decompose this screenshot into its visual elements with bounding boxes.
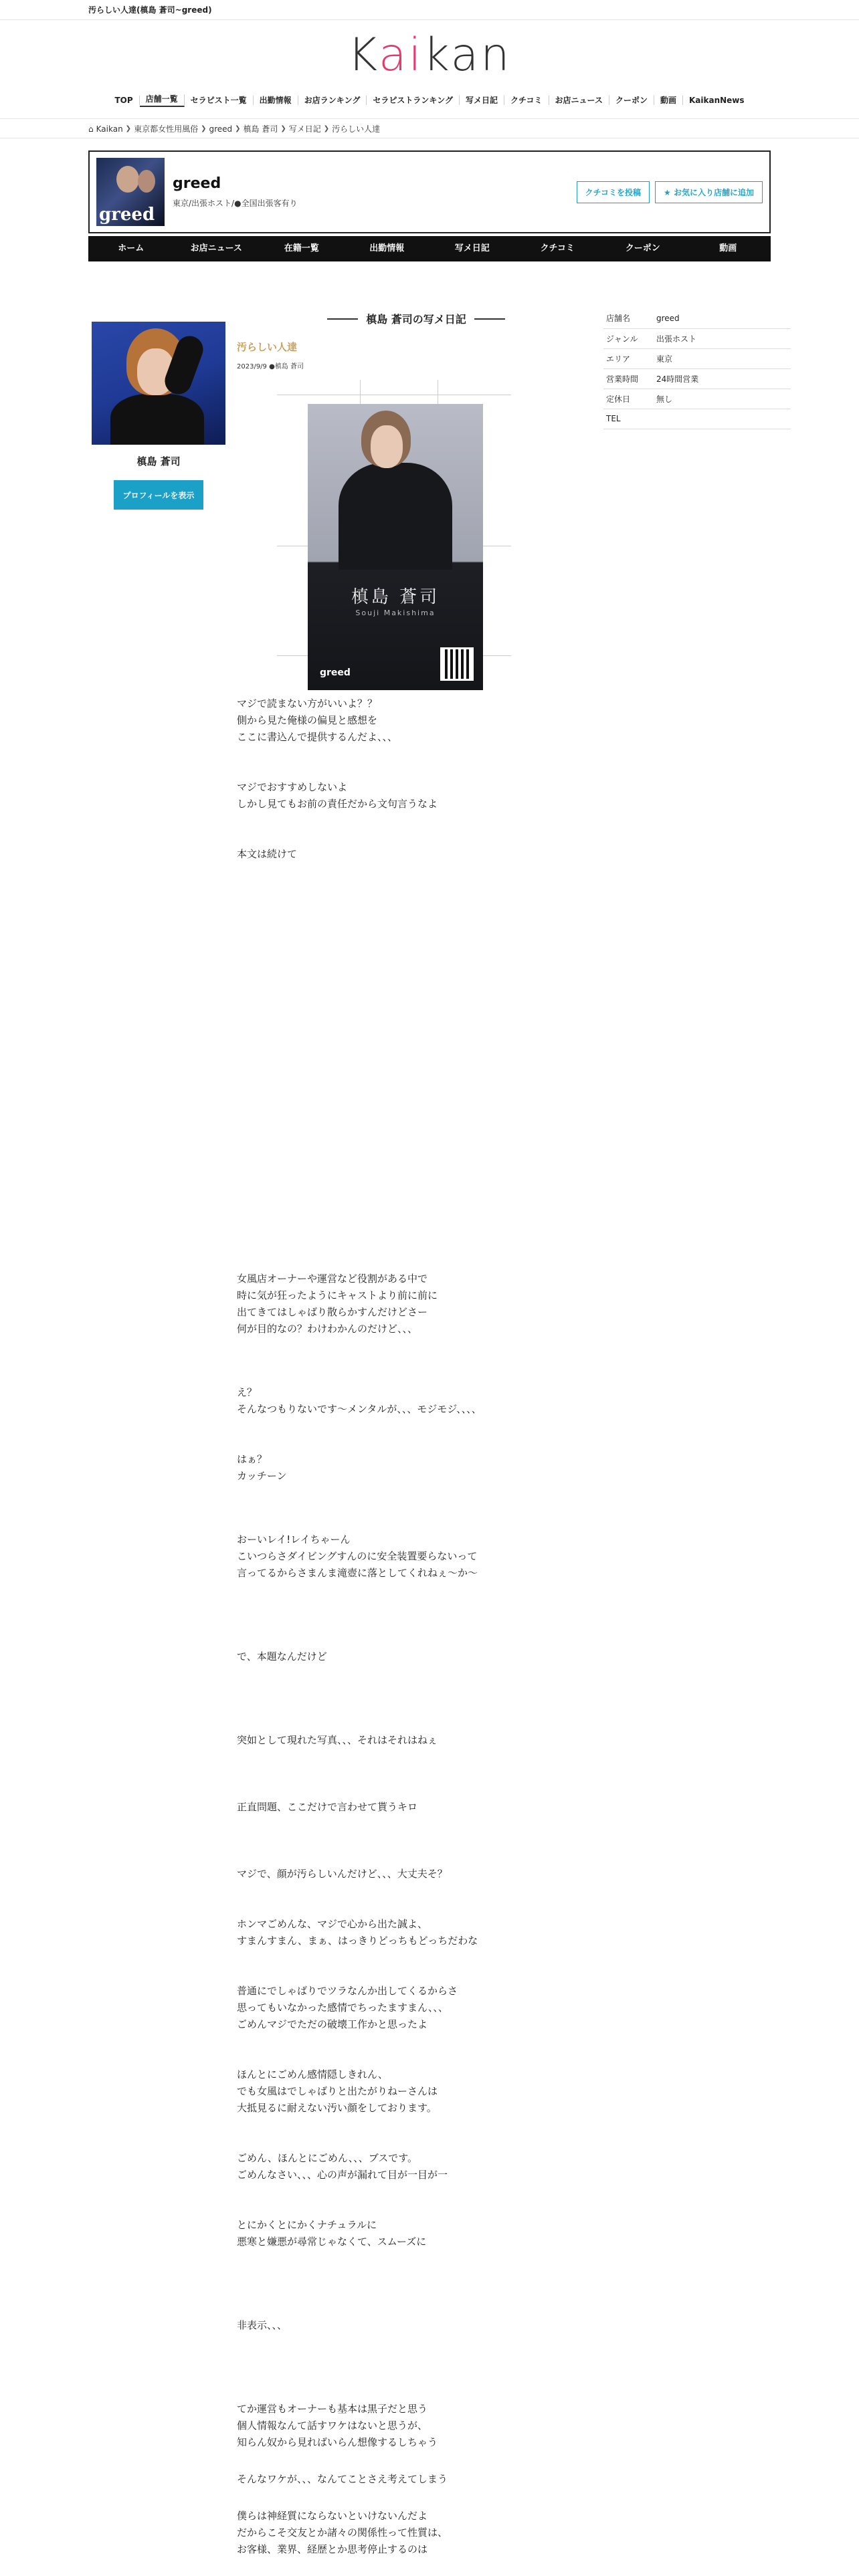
info-key: 営業時間 [603,368,654,389]
gnav-coupons[interactable]: クーポン [609,96,654,105]
photo-cast-name: 槙島 蒼司 [351,587,440,607]
table-row [603,308,791,328]
gnav-shops[interactable]: 店舗一覧 [140,94,185,107]
body-paragraph: 非表示、、、 [237,2319,288,2331]
shop-name[interactable]: greed [173,175,221,192]
diary-photo[interactable] [277,380,511,690]
shop-tab-diary[interactable]: 写メ日記 [454,243,490,253]
body-paragraph: ほんとにごめん感情隠しきれん、 でも女風はでしゃばりと出たがりねーさんは 大抵見るに耐えない汚い顔をしております。 [237,2068,438,2114]
body-paragraph: 女風店オーナーや運営など役割がある中で 時に気が狂ったようにキャストより前に前に 出てきてはしゃばり散らかすんだけどさー 何が目的なの？わけわかんのだけど、、、 [237,1273,438,1335]
body-paragraph: マジでおすすめしないよ しかし見てもお前の責任だから文句言うなよ [237,781,438,810]
shop-image[interactable] [96,158,165,226]
table-row [603,368,791,389]
view-profile-button[interactable]: プロフィールを表示 [114,480,203,510]
cast-sidebar [88,261,229,2558]
map-pin-icon: ● [234,199,242,208]
gnav-therapist-ranking[interactable]: セラピストランキング [367,96,460,105]
shop-tab-attendance[interactable]: 出勤情報 [369,243,405,253]
shop-tab-coupons[interactable]: クーポン [625,243,660,253]
info-value: 東京 [654,348,791,368]
chevron-right-icon: ❯ [235,125,241,132]
shop-info-table [603,308,791,429]
body-paragraph: で、本題なんだけど [237,1650,327,1662]
user-icon: ● [269,363,275,370]
home-icon: ⌂ [88,124,94,134]
post-review-button[interactable]: クチコミを投稿 [577,181,650,203]
body-paragraph: マジで、顔が汚らしいんだけど、、、大丈夫そ？ [237,1868,448,1880]
chevron-right-icon: ❯ [280,125,286,132]
diary-body [237,695,603,2558]
logo-text-post: kan [423,29,512,82]
shop-header [88,150,771,233]
shop-dispatch: 全国出張客有り [241,199,298,208]
breadcrumb-diary[interactable]: 写メ日記 [288,124,321,134]
body-paragraph: そんなワケが、、、なんてことさえ考えてしまう [237,2473,448,2485]
top-bar [0,0,859,20]
shop-nav [88,236,771,261]
breadcrumb-current: 汚らしい人達 [332,124,381,134]
gnav-shop-ranking[interactable]: お店ランキング [298,96,367,105]
body-paragraph: はぁ？ カッチーン [237,1453,287,1482]
body-paragraph: 普通にでしゃばりでツラなんか出してくるからさ 思ってもいなかった感情でちったますまん、、、 ごめんマジでただの破壊工作かと思ったよ [237,1985,458,2030]
shop-image-person [116,166,139,193]
body-paragraph: 突如として現れた写真、、、それはそれはねぇ [237,1734,438,1746]
diary-article [229,326,603,2558]
breadcrumb [88,119,771,139]
body-paragraph: おーいレイ!レイちゃーん こいつらさダイビングすんのに安全装置要らないって 言ってるからさまんま滝壺に落としてくれねぇ〜か〜 [237,1533,478,1579]
breadcrumb-bar [0,118,859,138]
shop-image-person [138,170,155,193]
info-value: greed [654,308,791,328]
info-key: エリア [603,348,654,368]
info-value: 出張ホスト [654,328,791,348]
gnav-reviews[interactable]: クチコミ [504,96,549,105]
cast-avatar[interactable] [92,322,225,445]
cast-name: 槙島 蒼司 [136,455,181,467]
shop-subline [173,197,577,209]
page-tab-title: 汚らしい人達(槙島 蒼司~greed) [88,5,212,15]
body-paragraph: え？ そんなつもりないです〜メンタルが、、、モジモジ、、、、 [237,1386,482,1415]
body-paragraph: てか運営もオーナーも基本は黒子だと思う 個人情報なんて話すワケはないと思うが、 知らん奴から見ればいらん想像するしちゃう [237,2403,438,2448]
shop-tab-videos[interactable]: 動画 [719,243,737,253]
shop-info [173,175,577,209]
gnav-therapists[interactable]: セラピスト一覧 [185,96,254,105]
table-row [603,409,791,429]
breadcrumb-area[interactable]: 東京都女性用風俗 [134,124,199,134]
gnav-kaikannews[interactable]: KaikanNews [688,96,745,105]
breadcrumb-kaikan[interactable]: Kaikan [96,124,123,134]
info-key: ジャンル [603,328,654,348]
shop-tab-cast[interactable]: 在籍一覧 [284,243,319,253]
photo-suit [339,463,452,570]
gnav-attendance[interactable]: 出勤情報 [254,96,298,105]
chevron-right-icon: ❯ [125,125,132,132]
photo-brand: greed [320,667,351,678]
gnav-shop-news[interactable]: お店ニュース [549,96,609,105]
logo-text-ai: ai [378,29,423,82]
star-icon: ★ [664,187,674,197]
global-nav [88,90,771,110]
gnav-videos[interactable]: 動画 [654,96,683,105]
diary-title: 汚らしい人達 [237,341,298,353]
gnav-photo-diary[interactable]: 写メ日記 [460,96,504,105]
shop-category: 東京/出張ホスト/ [173,199,235,208]
shop-tab-reviews[interactable]: クチコミ [540,243,575,253]
body-paragraph: 本文は続けて [237,848,298,860]
diary-heading-text: 槙島 蒼司の写メ日記 [366,313,466,326]
info-key: TEL [603,409,654,429]
chevron-right-icon: ❯ [323,125,330,132]
diary-heading [229,311,603,326]
body-paragraph: ホンマごめんな、マジで心から出た誠よ、 すまんすまん、まぁ、はっきりどっちもどっちだわな [237,1918,478,1947]
logo-text [348,29,512,82]
logo-text-pre: K [347,29,379,82]
photo-cast-name-en: Souji Makishima [355,609,436,617]
add-favorite-button[interactable] [655,181,763,203]
photo-person [348,411,442,544]
photo-face [371,425,403,468]
divider [474,318,505,320]
info-value[interactable] [654,409,791,429]
table-row [603,389,791,409]
photo-card [308,404,483,690]
shop-tab-news[interactable]: お店ニュース [190,243,242,253]
diary-main [229,261,603,2558]
chevron-right-icon: ❯ [201,125,207,132]
avatar-body [110,394,204,445]
body-paragraph: ごめん、ほんとにごめん、、、ブスです。 ごめんなさい、、、心の声が漏れて目が一目が一 [237,2152,448,2181]
gnav-top[interactable]: TOP [108,96,139,105]
info-value: 無し [654,389,791,409]
shop-actions [577,181,763,203]
diary-date: 2023/9/9 [237,363,267,370]
info-key: 定休日 [603,389,654,409]
content-columns [88,261,771,2558]
diary-meta [237,360,603,370]
qr-code-icon [440,647,474,681]
body-paragraph: とにかくとにかくナチュラルに 悪寒と嫌悪が尋常じゃなくて、スムーズに [237,2219,427,2248]
breadcrumb-shop[interactable]: greed [209,124,233,134]
body-paragraph: 僕らは神経質にならないといけないんだよ だからこそ交友とか諸々の関係性って性質は、 お客様、業界、経歴とか思考停止するのは [237,2510,448,2555]
breadcrumb-cast[interactable]: 槙島 蒼司 [243,124,278,134]
shop-tab-home[interactable]: ホーム [118,243,145,253]
add-favorite-label: お気に入り店舗に追加 [673,187,754,197]
table-row [603,348,791,368]
divider [327,318,358,320]
table-row [603,328,791,348]
shop-image-word: greed [99,205,155,225]
body-paragraph: 正直問題、ここだけで言わせて貰うキロ [237,1801,418,1813]
site-logo[interactable] [0,20,859,90]
info-key: 店舗名 [603,308,654,328]
diary-author[interactable]: 槙島 蒼司 [274,363,304,370]
info-value: 24時間営業 [654,368,791,389]
shop-info-sidebar [603,261,771,2558]
body-paragraph: マジで読まない方がいいよ？？ 側から見た俺様の偏見と感想を ここに書込んで提供するんだよ、、、 [237,697,398,743]
